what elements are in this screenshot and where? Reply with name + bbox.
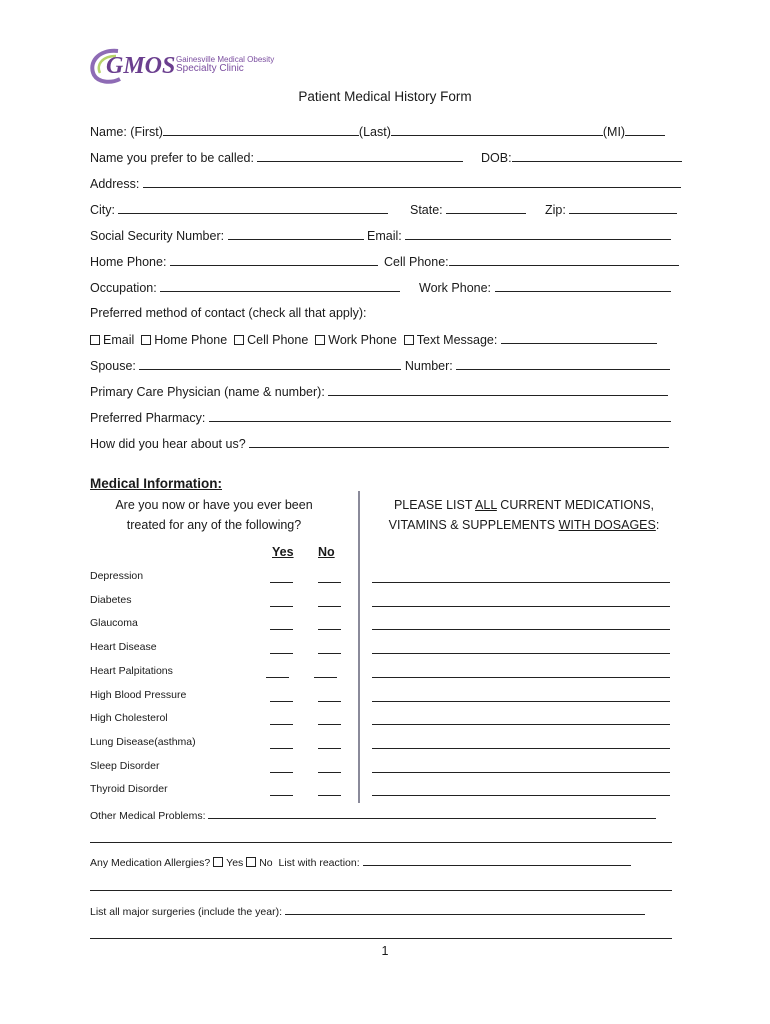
logo-abbrev: GMOS	[106, 53, 176, 79]
heard-about-field[interactable]	[249, 436, 669, 448]
ssn-label: Social Security Number:	[90, 229, 225, 243]
medical-info-heading: Medical Information:	[90, 476, 223, 491]
conditions-question-line2: treated for any of the following?	[126, 518, 302, 532]
condition-label: Lung Disease(asthma)	[90, 736, 196, 748]
other-problems-continuation[interactable]	[90, 831, 672, 843]
zip-field[interactable]	[569, 202, 677, 214]
condition-label: Diabetes	[90, 594, 132, 606]
medication-line[interactable]	[372, 784, 670, 796]
page-number: 1	[381, 944, 389, 958]
state-field[interactable]	[446, 202, 526, 214]
city-field[interactable]	[118, 202, 388, 214]
allergy-no-checkbox[interactable]	[246, 857, 256, 867]
pharmacy-field[interactable]	[209, 410, 671, 422]
contact-option-cell-phone: Cell Phone	[247, 333, 309, 347]
medications-header-line2	[370, 518, 678, 532]
pharmacy-label: Preferred Pharmacy:	[90, 411, 206, 425]
medication-line[interactable]	[372, 618, 670, 630]
medication-line[interactable]	[372, 571, 670, 583]
home-phone-label: Home Phone:	[90, 255, 167, 269]
dob-field[interactable]	[512, 150, 682, 162]
spouse-number-field[interactable]	[456, 358, 670, 370]
no-blank[interactable]	[318, 737, 341, 749]
home-phone-checkbox[interactable]	[141, 335, 151, 345]
preferred-name-row	[90, 150, 463, 165]
medications-header2-post: :	[655, 518, 660, 532]
occupation-field[interactable]	[160, 280, 400, 292]
preferred-contact-label: Preferred method of contact (check all that apply):	[90, 306, 367, 320]
occupation-label: Occupation:	[90, 281, 157, 295]
spouse-label: Spouse:	[90, 359, 136, 373]
yes-blank[interactable]	[270, 737, 293, 749]
zip-row	[545, 202, 677, 217]
contact-options	[90, 332, 657, 347]
yes-blank[interactable]	[270, 618, 293, 630]
allergies-label: Any Medication Allergies?	[90, 857, 211, 869]
medication-line[interactable]	[372, 690, 670, 702]
condition-label: High Cholesterol	[90, 712, 168, 724]
preferred-name-label: Name you prefer to be called:	[90, 151, 254, 165]
pcp-label: Primary Care Physician (name & number):	[90, 385, 325, 399]
surgeries-row	[90, 903, 645, 918]
spouse-row	[90, 358, 670, 373]
reaction-field[interactable]	[363, 854, 631, 866]
email-label: Email:	[367, 229, 402, 243]
home-phone-row	[90, 254, 378, 269]
allergy-no-label: No	[259, 857, 273, 869]
medication-line[interactable]	[372, 761, 670, 773]
name-row	[90, 124, 665, 139]
surgeries-continuation[interactable]	[90, 927, 672, 939]
medication-line[interactable]	[372, 642, 670, 654]
email-checkbox[interactable]	[90, 335, 100, 345]
condition-label: Sleep Disorder	[90, 760, 160, 772]
yes-blank[interactable]	[270, 690, 293, 702]
condition-label: Glaucoma	[90, 617, 138, 629]
medications-header2-dosages: WITH DOSAGES	[558, 518, 656, 532]
cell-phone-field[interactable]	[449, 254, 679, 266]
preferred-name-field[interactable]	[257, 150, 463, 162]
no-blank[interactable]	[318, 618, 341, 630]
allergy-yes-checkbox[interactable]	[213, 857, 223, 867]
pharmacy-row	[90, 410, 671, 425]
no-blank[interactable]	[318, 642, 341, 654]
heard-about-label: How did you hear about us?	[90, 437, 246, 451]
text-message-checkbox[interactable]	[404, 335, 414, 345]
yes-blank[interactable]	[266, 666, 289, 678]
address-label: Address:	[90, 177, 140, 191]
dob-label: DOB:	[481, 151, 512, 165]
cell-phone-row	[384, 254, 679, 269]
zip-label: Zip:	[545, 203, 566, 217]
contact-option-text-message: Text Message:	[416, 333, 498, 347]
dob-row	[481, 150, 682, 165]
last-name-field[interactable]	[391, 124, 603, 136]
spouse-field[interactable]	[139, 358, 401, 370]
yes-blank[interactable]	[270, 642, 293, 654]
no-blank[interactable]	[318, 784, 341, 796]
medication-line[interactable]	[372, 595, 670, 607]
condition-label: High Blood Pressure	[90, 689, 187, 701]
other-problems-field[interactable]	[208, 807, 656, 819]
work-phone-field[interactable]	[495, 280, 671, 292]
yes-blank[interactable]	[270, 713, 293, 725]
work-phone-checkbox[interactable]	[315, 335, 325, 345]
name-last-label: (Last)	[358, 125, 391, 139]
yes-column-header: Yes	[272, 545, 294, 559]
surgeries-label: List all major surgeries (include the year):	[90, 906, 282, 918]
state-row	[410, 202, 526, 217]
contact-option-email: Email	[103, 333, 135, 347]
home-phone-field[interactable]	[170, 254, 378, 266]
no-blank[interactable]	[318, 713, 341, 725]
pcp-field[interactable]	[328, 384, 668, 396]
reaction-label: List with reaction:	[278, 857, 360, 869]
address-row	[90, 176, 681, 191]
first-name-field[interactable]	[163, 124, 359, 136]
pcp-row	[90, 384, 668, 399]
work-phone-row	[419, 280, 671, 295]
medication-line[interactable]	[372, 737, 670, 749]
medications-header-pre: PLEASE LIST	[393, 498, 476, 512]
text-message-field[interactable]	[501, 332, 657, 344]
name-mi-label: (MI)	[602, 125, 626, 139]
other-problems-row	[90, 807, 656, 822]
medications-header-line1	[370, 498, 678, 512]
cell-phone-checkbox[interactable]	[234, 335, 244, 345]
condition-label: Thyroid Disorder	[90, 783, 168, 795]
occupation-row	[90, 280, 400, 295]
medications-header-all: ALL	[475, 498, 497, 512]
medication-line[interactable]	[372, 666, 670, 678]
cell-phone-label: Cell Phone:	[384, 255, 449, 269]
medications-header2-pre: VITAMINS & SUPPLEMENTS	[388, 518, 559, 532]
ssn-row	[90, 228, 671, 243]
no-blank[interactable]	[314, 666, 337, 678]
no-column-header: No	[318, 545, 335, 559]
other-problems-label: Other Medical Problems:	[90, 810, 206, 822]
condition-label: Heart Disease	[90, 641, 157, 653]
no-blank[interactable]	[318, 595, 341, 607]
condition-label: Heart Palpitations	[90, 665, 173, 677]
contact-option-home-phone: Home Phone	[154, 333, 228, 347]
no-blank[interactable]	[318, 571, 341, 583]
allergies-continuation[interactable]	[90, 879, 672, 891]
clinic-logo	[88, 45, 288, 87]
heard-about-row	[90, 436, 669, 451]
surgeries-field[interactable]	[285, 903, 645, 915]
yes-blank[interactable]	[270, 595, 293, 607]
yes-blank[interactable]	[270, 761, 293, 773]
logo-line1: Gainesville Medical Obesity	[176, 55, 275, 64]
medication-line[interactable]	[372, 713, 670, 725]
email-field[interactable]	[405, 228, 671, 240]
ssn-field[interactable]	[228, 228, 364, 240]
allergy-yes-label: Yes	[226, 857, 244, 869]
spouse-number-label: Number:	[404, 359, 453, 373]
allergies-row	[90, 854, 631, 869]
work-phone-label: Work Phone:	[419, 281, 492, 295]
city-label: City:	[90, 203, 115, 217]
mi-field[interactable]	[625, 124, 665, 136]
conditions-question-line1: Are you now or have you ever been	[115, 498, 313, 512]
yes-blank[interactable]	[270, 571, 293, 583]
no-blank[interactable]	[318, 761, 341, 773]
state-label: State:	[410, 203, 443, 217]
logo-line2: Specialty Clinic	[176, 63, 244, 74]
yes-blank[interactable]	[270, 784, 293, 796]
city-row	[90, 202, 388, 217]
column-divider	[358, 491, 360, 803]
name-first-label: Name: (First)	[90, 125, 163, 139]
address-field[interactable]	[143, 176, 681, 188]
page-title: Patient Medical History Form	[298, 89, 472, 104]
contact-option-work-phone: Work Phone	[328, 333, 397, 347]
medications-header-post: CURRENT MEDICATIONS,	[496, 498, 655, 512]
no-blank[interactable]	[318, 690, 341, 702]
condition-label: Depression	[90, 570, 144, 582]
